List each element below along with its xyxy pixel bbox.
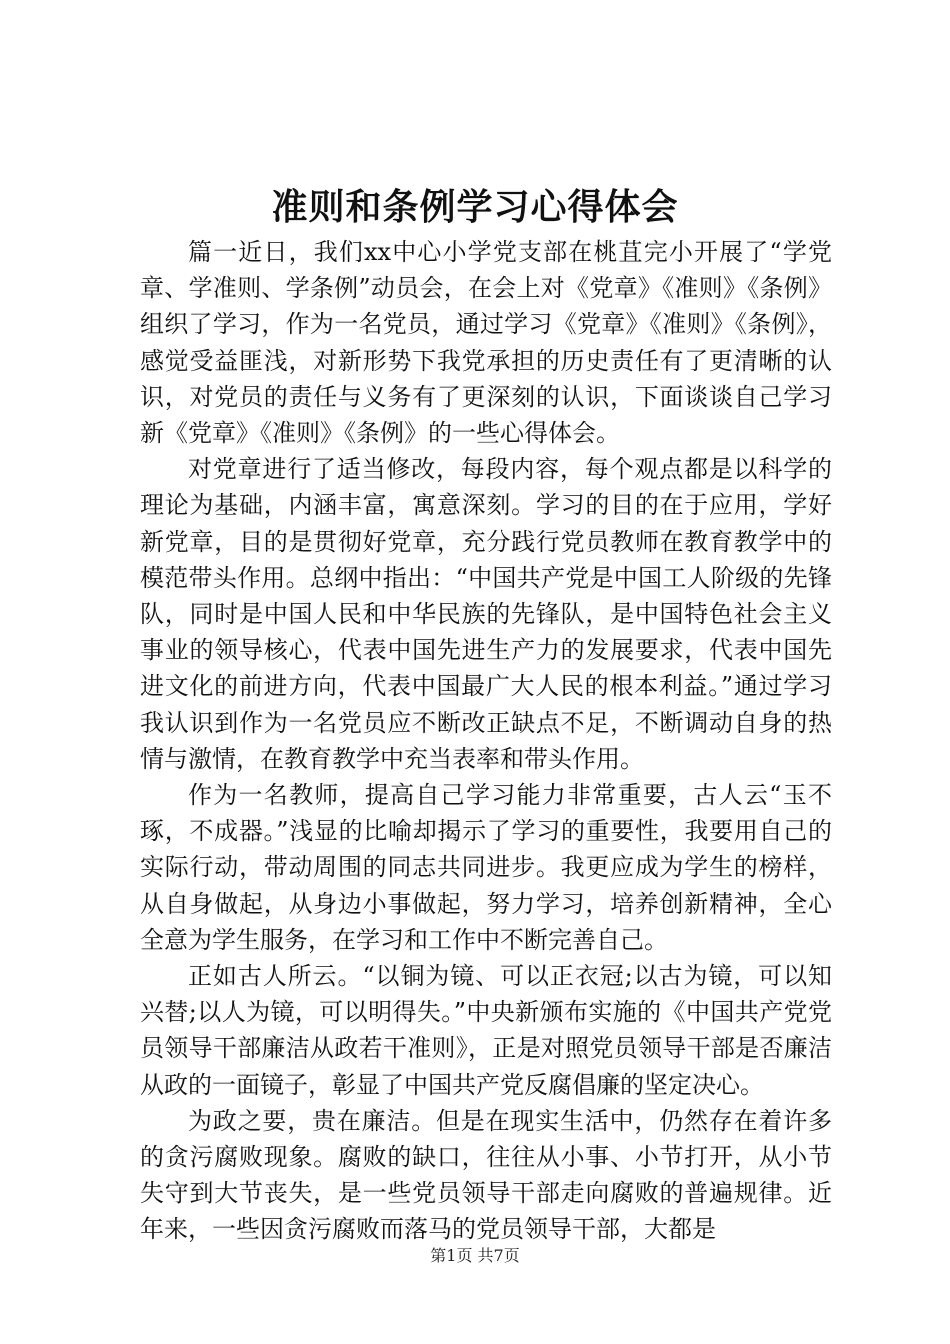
- document-body: [140, 234, 832, 1248]
- paragraph-1: 篇一近日，我们xx中心小学党支部在桃苴完小开展了“学党章、学准则、学条例”动员会，在会上对《党章》《准则》《条例》组织了学习，作为一名党员，通过学习《党章》《准则》《条例》，感觉受益匪浅，对新形势下我党承担的历史责任有了更清晰的认识，对党员的责任与义务有了更深刻的认识，下面谈谈自己学习新《党章》《准则》《条例》的一些心得体会。: [140, 238, 832, 448]
- page-footer: 第1页 共7页: [430, 1246, 520, 1265]
- paragraph-4: 正如古人所云。“以铜为镜、可以正衣冠;以古为镜，可以知兴替;以人为镜，可以明得失。”中央新颁布实施的《中国共产党党员领导干部廉洁从政若干准则》，正是对照党员领导干部是否廉洁从政的一面镜子，彰显了中国共产党反腐倡廉的坚定决心。: [140, 962, 832, 1099]
- document-title: 准则和条例学习心得体会: [271, 186, 679, 228]
- paragraph-2: 对党章进行了适当修改，每段内容，每个观点都是以科学的理论为基础，内涵丰富，寓意深刻。学习的目的在于应用，学好新党章，目的是贯彻好党章，充分践行党员教师在教育教学中的模范带头作用。总纲中指出：“中国共产党是中国工人阶级的先锋队，同时是中国人民和中华民族的先锋队，是中国特色社会主义事业的领导核心，代表中国先进生产力的发展要求，代表中国先进文化的前进方向，代表中国最广大人民的根本利益。”通过学习我认识到作为一名党员应不断改正缺点不足，不断调动自身的热情与激情，在教育教学中充当表率和带头作用。: [140, 455, 832, 773]
- paragraph-5: 为政之要，贵在廉洁。但是在现实生活中，仍然存在着许多的贪污腐败现象。腐败的缺口，往往从小事、小节打开，从小节失守到大节丧失，是一些党员领导干部走向腐败的普遍规律。近年来，一些因贪污腐败而落马的党员领导干部，大都是: [140, 1106, 832, 1244]
- paragraph-3: 作为一名教师，提高自己学习能力非常重要，古人云“玉不琢，不成器。”浅显的比喻却揭示了学习的重要性，我要用自己的实际行动，带动周围的同志共同进步。我更应成为学生的榜样，从自身做起，从身边小事做起，努力学习，培养创新精神，全心全意为学生服务，在学习和工作中不断完善自己。: [140, 781, 832, 954]
